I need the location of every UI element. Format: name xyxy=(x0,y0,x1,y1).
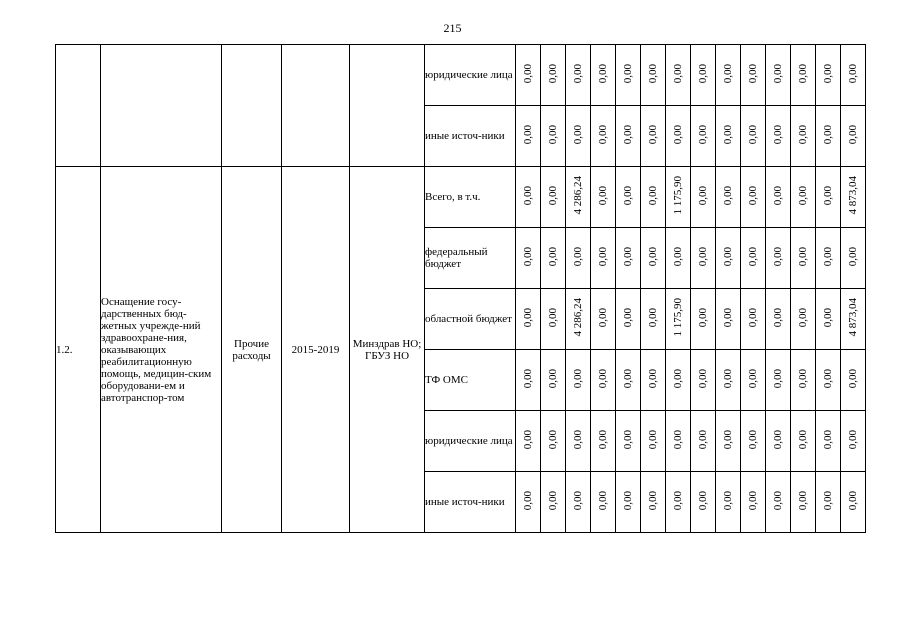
value-cell: 0,00 xyxy=(641,106,666,167)
value-cell: 0,00 xyxy=(616,289,641,350)
value-cell: 0,00 xyxy=(716,228,741,289)
value-cell: 0,00 xyxy=(766,167,791,228)
value-cell: 0,00 xyxy=(816,350,841,411)
value-cell: 0,00 xyxy=(841,411,866,472)
value-cell: 0,00 xyxy=(566,45,591,106)
value-cell: 0,00 xyxy=(591,228,616,289)
value-cell: 0,00 xyxy=(716,45,741,106)
value-cell: 0,00 xyxy=(516,289,541,350)
value-cell: 0,00 xyxy=(691,289,716,350)
value-cell: 0,00 xyxy=(766,472,791,533)
value-cell: 0,00 xyxy=(816,167,841,228)
value-cell: 0,00 xyxy=(841,228,866,289)
continued-executor-cell xyxy=(350,45,425,167)
table-row xyxy=(56,45,866,106)
value-cell: 0,00 xyxy=(541,411,566,472)
value-cell: 0,00 xyxy=(566,411,591,472)
value-cell: 0,00 xyxy=(841,350,866,411)
value-cell: 0,00 xyxy=(816,45,841,106)
page-number: 215 xyxy=(443,21,462,35)
value-cell: 0,00 xyxy=(741,411,766,472)
value-cell: 0,00 xyxy=(816,472,841,533)
value-cell: 0,00 xyxy=(616,228,641,289)
executor: Минздрав НО; ГБУЗ НО xyxy=(350,167,425,533)
value-cell: 4 286,24 xyxy=(566,167,591,228)
value-cell: 0,00 xyxy=(641,45,666,106)
value-cell: 0,00 xyxy=(766,45,791,106)
value-cell: 1 175,90 xyxy=(666,167,691,228)
value-cell: 0,00 xyxy=(566,106,591,167)
value-cell: 0,00 xyxy=(691,167,716,228)
value-cell: 0,00 xyxy=(766,106,791,167)
value-cell: 0,00 xyxy=(766,289,791,350)
expense-type: Прочие расходы xyxy=(222,167,282,533)
value-cell: 0,00 xyxy=(716,350,741,411)
value-cell: 0,00 xyxy=(716,411,741,472)
value-cell: 0,00 xyxy=(641,350,666,411)
value-cell: 0,00 xyxy=(816,289,841,350)
value-cell: 0,00 xyxy=(541,350,566,411)
value-cell: 0,00 xyxy=(516,45,541,106)
source-label: юридические лица xyxy=(425,45,516,106)
value-cell: 0,00 xyxy=(566,472,591,533)
value-cell: 0,00 xyxy=(541,289,566,350)
value-cell: 0,00 xyxy=(616,45,641,106)
budget-table xyxy=(55,44,866,533)
value-cell: 0,00 xyxy=(841,472,866,533)
value-cell: 0,00 xyxy=(591,45,616,106)
value-cell: 0,00 xyxy=(591,411,616,472)
value-cell: 0,00 xyxy=(841,45,866,106)
value-cell: 0,00 xyxy=(691,106,716,167)
value-cell: 0,00 xyxy=(791,167,816,228)
value-cell: 0,00 xyxy=(541,106,566,167)
value-cell: 0,00 xyxy=(591,472,616,533)
value-cell: 0,00 xyxy=(516,228,541,289)
value-cell: 0,00 xyxy=(566,350,591,411)
value-cell: 0,00 xyxy=(541,167,566,228)
value-cell: 0,00 xyxy=(541,472,566,533)
value-cell: 0,00 xyxy=(591,167,616,228)
value-cell: 0,00 xyxy=(691,350,716,411)
value-cell: 0,00 xyxy=(566,228,591,289)
value-cell: 0,00 xyxy=(666,228,691,289)
value-cell: 0,00 xyxy=(741,472,766,533)
source-label: ТФ ОМС xyxy=(425,350,516,411)
value-cell: 0,00 xyxy=(791,411,816,472)
value-cell: 0,00 xyxy=(791,472,816,533)
value-cell: 0,00 xyxy=(816,411,841,472)
value-cell: 0,00 xyxy=(516,472,541,533)
value-cell: 0,00 xyxy=(816,228,841,289)
measure-number: 1.2. xyxy=(56,167,101,533)
source-label: иные источ-ники xyxy=(425,472,516,533)
value-cell: 0,00 xyxy=(616,411,641,472)
value-cell: 0,00 xyxy=(666,45,691,106)
value-cell: 0,00 xyxy=(691,472,716,533)
value-cell: 0,00 xyxy=(516,167,541,228)
table-row xyxy=(56,167,866,228)
value-cell: 0,00 xyxy=(841,106,866,167)
period: 2015-2019 xyxy=(282,167,350,533)
value-cell: 0,00 xyxy=(516,350,541,411)
value-cell: 4 286,24 xyxy=(566,289,591,350)
value-cell: 0,00 xyxy=(666,411,691,472)
value-cell: 0,00 xyxy=(691,45,716,106)
measure-description: Оснащение госу-дарственных бюд-жетных учрежде-ний здравоохране-ния, оказывающих реабилитационную помощь, медицин-ским оборудовани-ем и автотранспор-том xyxy=(101,167,222,533)
value-cell: 0,00 xyxy=(741,45,766,106)
value-cell: 0,00 xyxy=(716,472,741,533)
value-cell: 0,00 xyxy=(766,228,791,289)
value-cell: 0,00 xyxy=(741,228,766,289)
value-cell: 0,00 xyxy=(691,411,716,472)
value-cell: 0,00 xyxy=(816,106,841,167)
value-cell: 0,00 xyxy=(741,289,766,350)
continued-number-cell xyxy=(56,45,101,167)
value-cell: 0,00 xyxy=(616,472,641,533)
value-cell: 0,00 xyxy=(716,167,741,228)
value-cell: 0,00 xyxy=(641,472,666,533)
source-label: Всего, в т.ч. xyxy=(425,167,516,228)
value-cell: 0,00 xyxy=(666,106,691,167)
value-cell: 0,00 xyxy=(791,228,816,289)
value-cell: 0,00 xyxy=(516,106,541,167)
value-cell: 0,00 xyxy=(791,350,816,411)
value-cell: 0,00 xyxy=(641,289,666,350)
value-cell: 0,00 xyxy=(641,228,666,289)
source-label: иные источ-ники xyxy=(425,106,516,167)
value-cell: 0,00 xyxy=(591,289,616,350)
value-cell: 0,00 xyxy=(666,472,691,533)
value-cell: 0,00 xyxy=(641,411,666,472)
value-cell: 0,00 xyxy=(766,411,791,472)
source-label: федеральный бюджет xyxy=(425,228,516,289)
value-cell: 0,00 xyxy=(666,350,691,411)
value-cell: 0,00 xyxy=(741,350,766,411)
value-cell: 0,00 xyxy=(741,167,766,228)
value-cell: 0,00 xyxy=(741,106,766,167)
value-cell: 4 873,04 xyxy=(841,167,866,228)
value-cell: 0,00 xyxy=(616,106,641,167)
value-cell: 0,00 xyxy=(791,289,816,350)
value-cell: 0,00 xyxy=(616,167,641,228)
value-cell: 0,00 xyxy=(691,228,716,289)
value-cell: 0,00 xyxy=(716,289,741,350)
value-cell: 0,00 xyxy=(641,167,666,228)
value-cell: 0,00 xyxy=(541,45,566,106)
source-label: областной бюджет xyxy=(425,289,516,350)
value-cell: 0,00 xyxy=(591,350,616,411)
value-cell: 4 873,04 xyxy=(841,289,866,350)
value-cell: 0,00 xyxy=(791,106,816,167)
value-cell: 0,00 xyxy=(766,350,791,411)
continued-period-cell xyxy=(282,45,350,167)
value-cell: 0,00 xyxy=(791,45,816,106)
value-cell: 1 175,90 xyxy=(666,289,691,350)
value-cell: 0,00 xyxy=(541,228,566,289)
continued-expense-cell xyxy=(222,45,282,167)
continued-description-cell xyxy=(101,45,222,167)
value-cell: 0,00 xyxy=(716,106,741,167)
source-label: юридические лица xyxy=(425,411,516,472)
value-cell: 0,00 xyxy=(616,350,641,411)
value-cell: 0,00 xyxy=(516,411,541,472)
value-cell: 0,00 xyxy=(591,106,616,167)
